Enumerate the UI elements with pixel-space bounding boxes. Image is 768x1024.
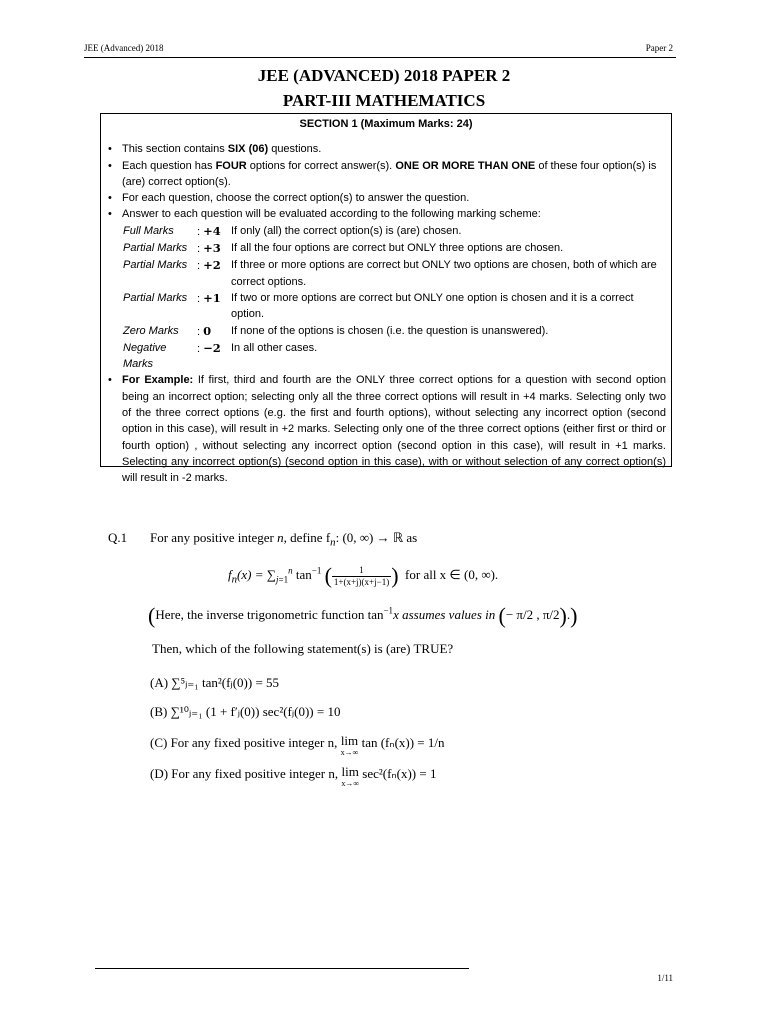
question-intro: For any positive integer n, define $f_n$: (0, ∞) → ℝ as [150, 530, 418, 549]
limit-operator: lim x→∞ [341, 764, 360, 788]
header-paper-label: Paper 2 [645, 43, 673, 53]
scheme-row: Full Marks : +4 If only (all) the correct option(s) is (are) chosen. [123, 223, 462, 238]
question-prompt: Then, which of the following statement(s) is (are) TRUE? [152, 641, 454, 656]
section-title: SECTION 1 (Maximum Marks: 24) [299, 118, 473, 130]
header-divider [84, 57, 676, 58]
scheme-row: Zero Marks : 0 If none of the options is chosen (i.e. the question is unanswered). [123, 323, 549, 338]
scheme-row: Negative Marks : −2 In all other cases. [123, 340, 318, 371]
instruction-item: • Answer to each question will be evaluated according to the following marking scheme: Full Marks : +4 If only (all) the correct option(s) is (are) chosen. Partial Marks : +3 If all the four options are correct but ONLY three options are chosen. Partial Marks : +2 If three or more options are correct but ONLY two options are chosen, both of which are correct options. Partial Marks : +1 If two or more options are correct but ONLY one option is chosen and it is a correct option. Zero Marks : 0 If none of the options is chosen (i.e. the question is unanswered). Negative Marks : −2 In all other cases. [108, 206, 666, 372]
marking-scheme-table [123, 223, 666, 373]
option-c[interactable]: (C) For any fixed positive integer n, lim x→∞ tan (fₙ(x)) = 1/n [150, 733, 445, 757]
page-title: JEE (ADVANCED) 2018 PAPER 2 [257, 66, 511, 85]
scheme-row: Partial Marks : +1 If two or more options are correct but ONLY one option is chosen and it is a correct option. [123, 290, 634, 321]
page-number: 1/11 [657, 973, 673, 983]
header-exam-name: JEE (Advanced) 2018 [84, 43, 164, 53]
question-number: Q.1 [108, 530, 128, 545]
scheme-row: Partial Marks : +3 If all the four options are correct but ONLY three options are chosen. [123, 241, 564, 256]
option-a[interactable]: (A) ∑⁵ⱼ₌₁ tan²(fⱼ(0)) = 55 [150, 675, 280, 690]
limit-operator: lim x→∞ [340, 733, 359, 757]
instruction-item: • This section contains SIX (06) questions. [108, 141, 666, 157]
footer-divider [95, 968, 469, 969]
instruction-item: • Each question has FOUR options for correct answer(s). ONE OR MORE THAN ONE of these four option(s) is (are) correct option(s). [108, 158, 666, 191]
function-definition: $f_n(x) = \sum_{j=1}^n$ $\tan^{-1}$ ( $\frac{1}{1+(x+j)(x+j-1)}$ ) for all x ∈ (0, ∞). [228, 563, 499, 588]
scheme-row: Partial Marks : +2 If three or more options are correct but ONLY two options are chosen, both of which are correct options. [123, 258, 657, 288]
instructions-box [100, 113, 672, 485]
instructions-list [101, 141, 671, 486]
fraction: $\frac{1}{1+(x+j)(x+j-1)}$ [333, 564, 390, 587]
option-b[interactable]: (B) ∑¹⁰ⱼ₌₁ (1 + f′ⱼ(0)) sec²(fⱼ(0)) = 10 [150, 704, 341, 719]
option-d[interactable]: (D) For any fixed positive integer n, lim x→∞ sec²(fₙ(x)) = 1 [150, 764, 437, 788]
question-note: (Here, the inverse trigonometric function $\tan^{-1}x$ assumes values in (− π/2 , π/2).) [148, 603, 578, 628]
example-item: • For Example: If first, third and fourth are the ONLY three correct options for a question with second option being an incorrect option; selecting only all the three correct options will result in +4 marks. Selecting only two of the three correct options (e.g. the first and fourth options), without selecting any incorrect option (second option in this case), will result in +2 marks. Selecting only one of the three correct options (either first or third or fourth option) , without selecting any incorrect option (second option in this case), will result in +1 marks. Selecting any incorrect option(s) (second option in this case), with or without selection of any correct option(s) will result in -2 marks. [108, 372, 666, 486]
instruction-item: • For each question, choose the correct option(s) to answer the question. [108, 190, 666, 206]
page-subtitle: PART-III MATHEMATICS [282, 91, 486, 110]
